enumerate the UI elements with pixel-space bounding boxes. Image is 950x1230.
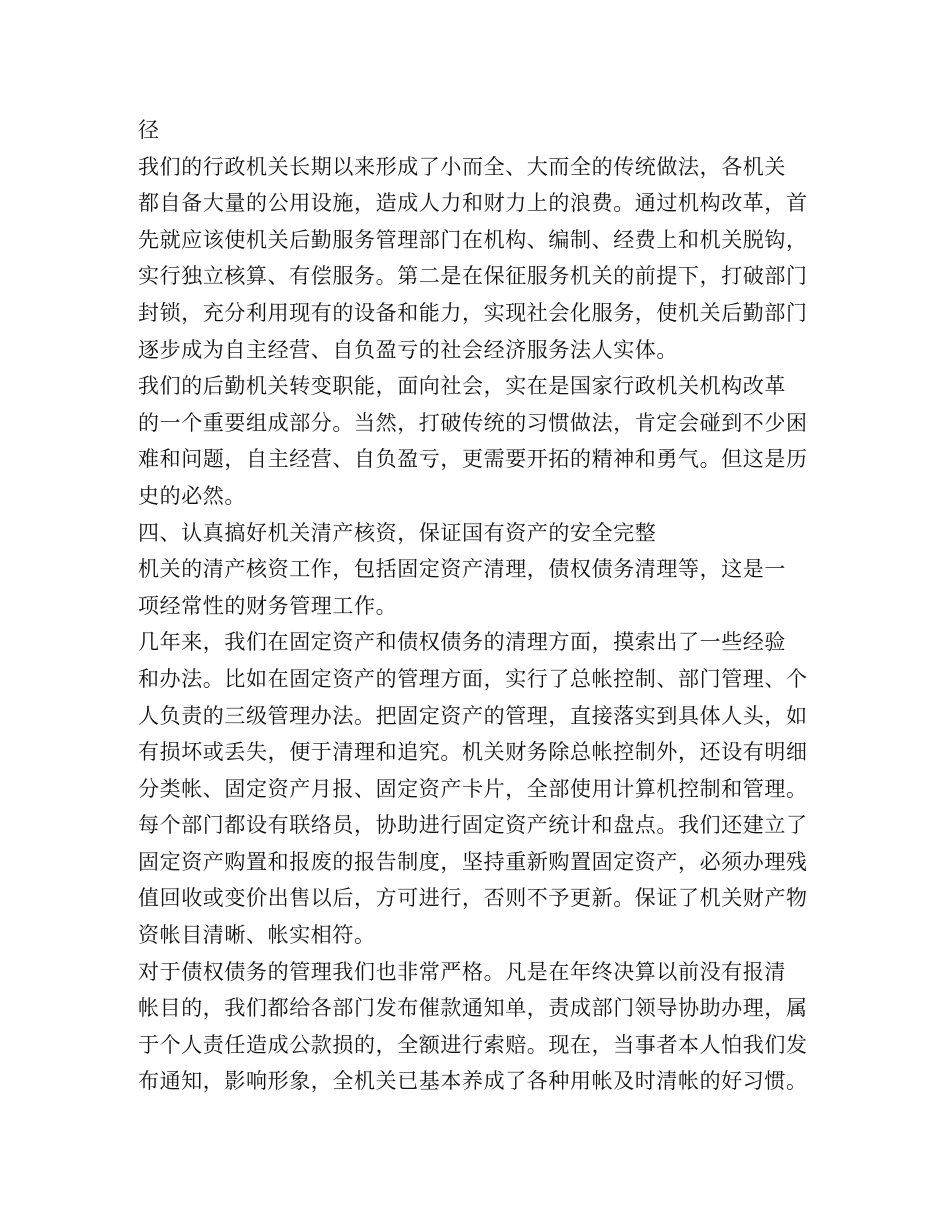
text-line: 资帐目清晰、帐实相符。: [138, 923, 376, 948]
text-line: 几年来，我们在固定资产和债权债务的清理方面，摸索出了一些经验: [138, 630, 786, 655]
text-line: 机关的清产核资工作，包括固定资产清理，债权债务清理等，这是一: [138, 557, 786, 582]
text-line: 先就应该使机关后勤服务管理部门在机构、编制、经费上和机关脱钩，: [138, 227, 808, 252]
text-line: 布通知，影响形象，全机关已基本养成了各种用帐及时清帐的好习惯。: [138, 1069, 808, 1094]
text-line: 项经常性的财务管理工作。: [138, 593, 398, 618]
text-line: 值回收或变价出售以后，方可进行，否则不予更新。保证了机关财产物: [138, 886, 808, 911]
text-line: 帐目的，我们都给各部门发布催款通知单，责成部门领导协助办理，属: [138, 996, 808, 1021]
text-line: 我们的行政机关长期以来形成了小而全、大而全的传统做法，各机关: [138, 154, 786, 179]
text-line: 封锁，充分利用现有的设备和能力，实现社会化服务，使机关后勤部门: [138, 300, 808, 325]
text-line: 分类帐、固定资产月报、固定资产卡片，全部使用计算机控制和管理。: [138, 776, 808, 801]
text-line: 于个人责任造成公款损的，全额进行索赔。现在，当事者本人怕我们发: [138, 1032, 808, 1057]
text-line: 人负责的三级管理办法。把固定资产的管理，直接落实到具体人头，如: [138, 703, 808, 728]
text-line: 我们的后勤机关转变职能，面向社会，实在是国家行政机关机构改革: [138, 374, 786, 399]
text-line: 的一个重要组成部分。当然，打破传统的习惯做法，肯定会碰到不少困: [138, 410, 808, 435]
text-line: 对于债权债务的管理我们也非常严格。凡是在年终决算以前没有报清: [138, 959, 786, 984]
text-line: 每个部门都设有联络员，协助进行固定资产统计和盘点。我们还建立了: [138, 813, 808, 838]
text-line: 和办法。比如在固定资产的管理方面，实行了总帐控制、部门管理、个: [138, 666, 808, 691]
text-line: 有损坏或丢失，便于清理和追究。机关财务除总帐控制外，还设有明细: [138, 740, 808, 765]
text-line: 径: [138, 118, 160, 142]
text-line: 实行独立核算、有偿服务。第二是在保征服务机关的前提下，打破部门: [138, 264, 808, 289]
text-line: 逐步成为自主经营、自负盈亏的社会经济服务法人实体。: [138, 337, 678, 362]
document-body: [138, 112, 828, 1100]
text-line: 史的必然。: [138, 483, 246, 508]
text-line: 固定资产购置和报废的报告制度，坚持重新购置固定资产，必须办理残: [138, 849, 808, 874]
text-line: 难和问题，自主经营、自负盈亏，更需要开拓的精神和勇气。但这是历: [138, 447, 808, 472]
section-heading: 四、认真搞好机关清产核资，保证国有资产的安全完整: [138, 520, 657, 545]
text-line: 都自备大量的公用设施，造成人力和财力上的浪费。通过机构改革，首: [138, 191, 808, 216]
